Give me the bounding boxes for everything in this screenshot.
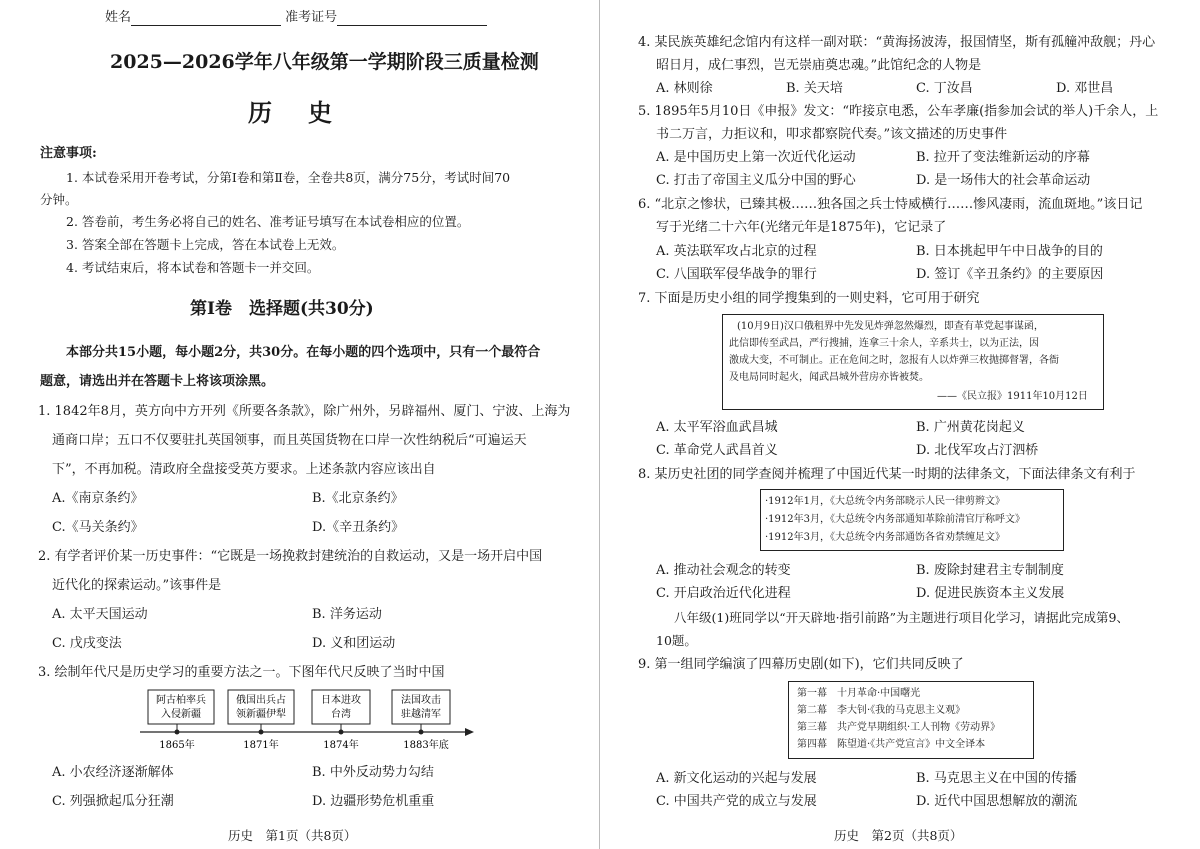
q3-stem: 3. 绘制年代尺是历史学习的重要方法之一。下图年代尺反映了当时中国 [38,665,445,680]
q3-option-a: A. 小农经济逐渐解体 [52,765,174,780]
exam-title: 2025—2026学年八年级第一学期阶段三质量检测 [110,51,539,73]
q2-option-d: D. 义和团运动 [312,636,396,651]
event-text: 日本进攻 [321,695,361,706]
q7-stem: 7. 下面是历史小组的同学搜集到的一则史料，它可用于研究 [638,291,980,306]
event-year: 1871年 [243,740,279,751]
law-item: ·1912年1月，《大总统令内务部晓示人民一律剪辫文》 [765,496,1005,507]
q6-option-c: C. 八国联军侵华战争的罪行 [656,267,817,282]
source-citation: ——《民立报》1911年10月12日 [937,391,1088,402]
note-line: 3. 答案全部在答题卡上完成，答在本试卷上无效。 [66,237,345,252]
q8-option-b: B. 废除封建君主专制制度 [916,563,1064,578]
q2-stem-line: 2. 有学者评价某一历史事件：“它既是一场挽救封建统治的自救运动，又是一场开启中国 [38,549,543,564]
section-title: 第Ⅰ卷 选择题(共30分) [190,299,374,319]
timeline-event-1865 [148,690,214,751]
q1-option-d: D.《辛丑条约》 [312,520,405,535]
event-text: 台湾 [331,709,351,720]
name-blank [131,11,281,26]
q7-option-c: C. 革命党人武昌首义 [656,443,778,458]
q3-option-d: D. 边疆形势危机重重 [312,794,435,809]
event-dot [175,730,180,735]
q9-acts-box [788,681,1034,759]
q9-option-c: C. 中国共产党的成立与发展 [656,794,817,809]
q8-option-a: A. 推动社会观念的转变 [656,563,791,578]
note-line: 1. 本试卷采用开卷考试，分第Ⅰ卷和第Ⅱ卷，全卷共8页，满分75分，考试时间70 [66,170,511,185]
q1-option-a: A.《南京条约》 [52,491,144,506]
subject-title: 历 史 [248,98,338,127]
q5-stem-line: 书二万言，力拒议和，叩求都察院代奏。”该文描述的历史事件 [656,127,1008,142]
page-footer: 历史 第1页（共8页） [228,828,357,843]
event-text: 法国攻击 [401,695,441,706]
name-label: 姓名 [105,10,132,25]
event-dot [339,730,344,735]
event-dot [419,730,424,735]
law-item: ·1912年3月，《大总统令内务部通饬各省劝禁缠足文》 [765,532,1005,543]
project-intro-line: 八年级(1)班同学以“开天辟地·指引前路”为主题进行项目化学习，请据此完成第9、 [674,610,1129,625]
event-year: 1874年 [323,740,359,751]
project-intro-line: 10题。 [656,633,697,648]
q9-stem: 9. 第一组同学编演了四幕历史剧(如下)，它们共同反映了 [638,657,964,672]
candidate-info-line [105,10,487,26]
q2-option-c: C. 戊戌变法 [52,636,122,651]
timeline-event-1874 [312,690,370,751]
timeline-arrow [465,728,474,736]
q8-stem: 8. 某历史社团的同学查阅并梳理了中国近代某一时期的法律条文，下面法律条文有利于 [638,467,1136,482]
timeline-event-1883 [392,690,450,751]
q6-stem-line: 写于光绪二十六年(光绪元年是1875年)，它记录了 [656,220,947,235]
note-line: 2. 答卷前，考生务必将自己的姓名、准考证号填写在本试卷相应的位置。 [66,214,470,229]
q9-option-d: D. 近代中国思想解放的潮流 [916,794,1078,809]
event-text: 阿古柏率兵 [156,695,206,706]
event-year: 1883年底 [403,740,449,751]
q6-option-d: D. 签订《辛丑条约》的主要原因 [916,267,1104,282]
event-text: 领新疆伊犁 [236,709,286,720]
q8-option-d: D. 促进民族资本主义发展 [916,586,1065,601]
q1-stem-line: 1. 1842年8月，英方向中方开列《所要各条款》，除广州外，另辟福州、厦门、宁波、上海为 [38,404,571,419]
q3-timeline [130,688,480,754]
q6-option-a: A. 英法联军攻占北京的过程 [656,244,817,259]
act-item: 第二幕 李大钊·《我的马克思主义观》 [797,705,966,716]
q7-option-a: A. 太平军浴血武昌城 [656,420,778,435]
q5-option-d: D. 是一场伟大的社会革命运动 [916,173,1091,188]
q5-stem-line: 5. 1895年5月10日《申报》发文：“昨接京电悉，公车孝廉(指参加会试的举人)千余人，上 [638,104,1159,119]
q6-stem-line: 6. “北京之惨状，已臻其极……独各国之兵士恃威横行……惨风凄雨，流血斑地。”该日记 [638,197,1143,212]
page-divider [599,0,600,849]
q7-option-d: D. 北伐军攻占汀泗桥 [916,443,1039,458]
timeline-event-1871 [228,690,294,751]
q4-option-d: D. 邓世昌 [1056,81,1114,96]
id-label: 准考证号 [285,10,338,25]
q7-source-box [722,314,1104,410]
q1-option-b: B.《北京条约》 [312,491,404,506]
q1-stem-line: 下”，不再加税。清政府全盘接受英方要求。上述条款内容应该出自 [52,462,436,477]
source-line: 激成大变，不可制止。正在危间之时，忽报有人以炸弹三枚抛掷督署，各衙 [729,355,1059,366]
page-2 [602,0,1200,849]
q4-option-c: C. 丁汝昌 [916,81,973,96]
q5-option-c: C. 打击了帝国主义瓜分中国的野心 [656,173,856,188]
act-item: 第一幕 十月革命·中国曙光 [797,688,921,699]
event-dot [259,730,264,735]
q9-option-b: B. 马克思主义在中国的传播 [916,771,1077,786]
q9-option-a: A. 新文化运动的兴起与发展 [656,771,817,786]
page-1 [0,0,598,849]
q3-option-c: C. 列强掀起瓜分狂潮 [52,794,174,809]
q1-option-c: C.《马关条约》 [52,520,144,535]
event-text: 俄国出兵占 [236,695,286,706]
act-item: 第四幕 陈望道·《共产党宣言》中文全译本 [797,739,986,750]
notes-heading: 注意事项: [40,146,97,161]
q3-option-b: B. 中外反动势力勾结 [312,765,434,780]
q2-option-a: A. 太平天国运动 [52,607,148,622]
section-intro-line: 题意，请选出并在答题卡上将该项涂黑。 [40,374,275,389]
source-line: 此信即传至武昌，严行搜捕，连拿三十余人，辛系共士，以为正法，因 [729,338,1039,349]
q8-option-c: C. 开启政治近代化进程 [656,586,791,601]
q4-stem-line: 昭日月，成仁事烈，岂无崇庙奠忠魂。”此馆纪念的人物是 [656,58,982,73]
q2-option-b: B. 洋务运动 [312,607,382,622]
q7-option-b: B. 广州黄花岗起义 [916,420,1025,435]
page-footer: 历史 第2页（共8页） [834,828,963,843]
q5-option-b: B. 拉开了变法维新运动的序幕 [916,150,1090,165]
q4-stem-line: 4. 某民族英雄纪念馆内有这样一副对联：“黄海扬波涛，报国情坚，斯有孤艟冲敌舰；丹心 [638,35,1156,50]
source-line: 及电局同时起火，闻武昌城外营房亦皆被焚。 [729,372,929,383]
event-year: 1865年 [159,740,195,751]
event-text: 驻越清军 [401,709,441,720]
q2-stem-line: 近代化的探索运动。”该事件是 [52,578,222,593]
q4-option-b: B. 关天培 [786,81,843,96]
q5-option-a: A. 是中国历史上第一次近代化运动 [656,150,856,165]
q4-option-a: A. 林则徐 [656,81,713,96]
note-line: 4. 考试结束后，将本试卷和答题卡一并交回。 [66,260,320,275]
law-item: ·1912年3月，《大总统令内务部通知革除前清官厅称呼文》 [765,514,1025,525]
source-line: (10月9日)汉口俄租界中先发见炸弹忽然爆烈，即查有革党起事谋函， [737,321,1044,332]
section-intro-line: 本部分共15小题，每小题2分，共30分。在每小题的四个选项中，只有一个最符合 [66,345,541,360]
q8-law-box [760,489,1064,551]
id-blank [337,11,487,26]
q1-stem-line: 通商口岸；五口不仅要驻扎英国领事，而且英国货物在口岸一次性纳税后“可遍运天 [52,433,527,448]
q6-option-b: B. 日本挑起甲午中日战争的目的 [916,244,1103,259]
event-text: 入侵新疆 [161,709,201,720]
note-line: 分钟。 [40,192,78,207]
act-item: 第三幕 共产党早期组织·工人刊物《劳动界》 [797,722,1001,733]
